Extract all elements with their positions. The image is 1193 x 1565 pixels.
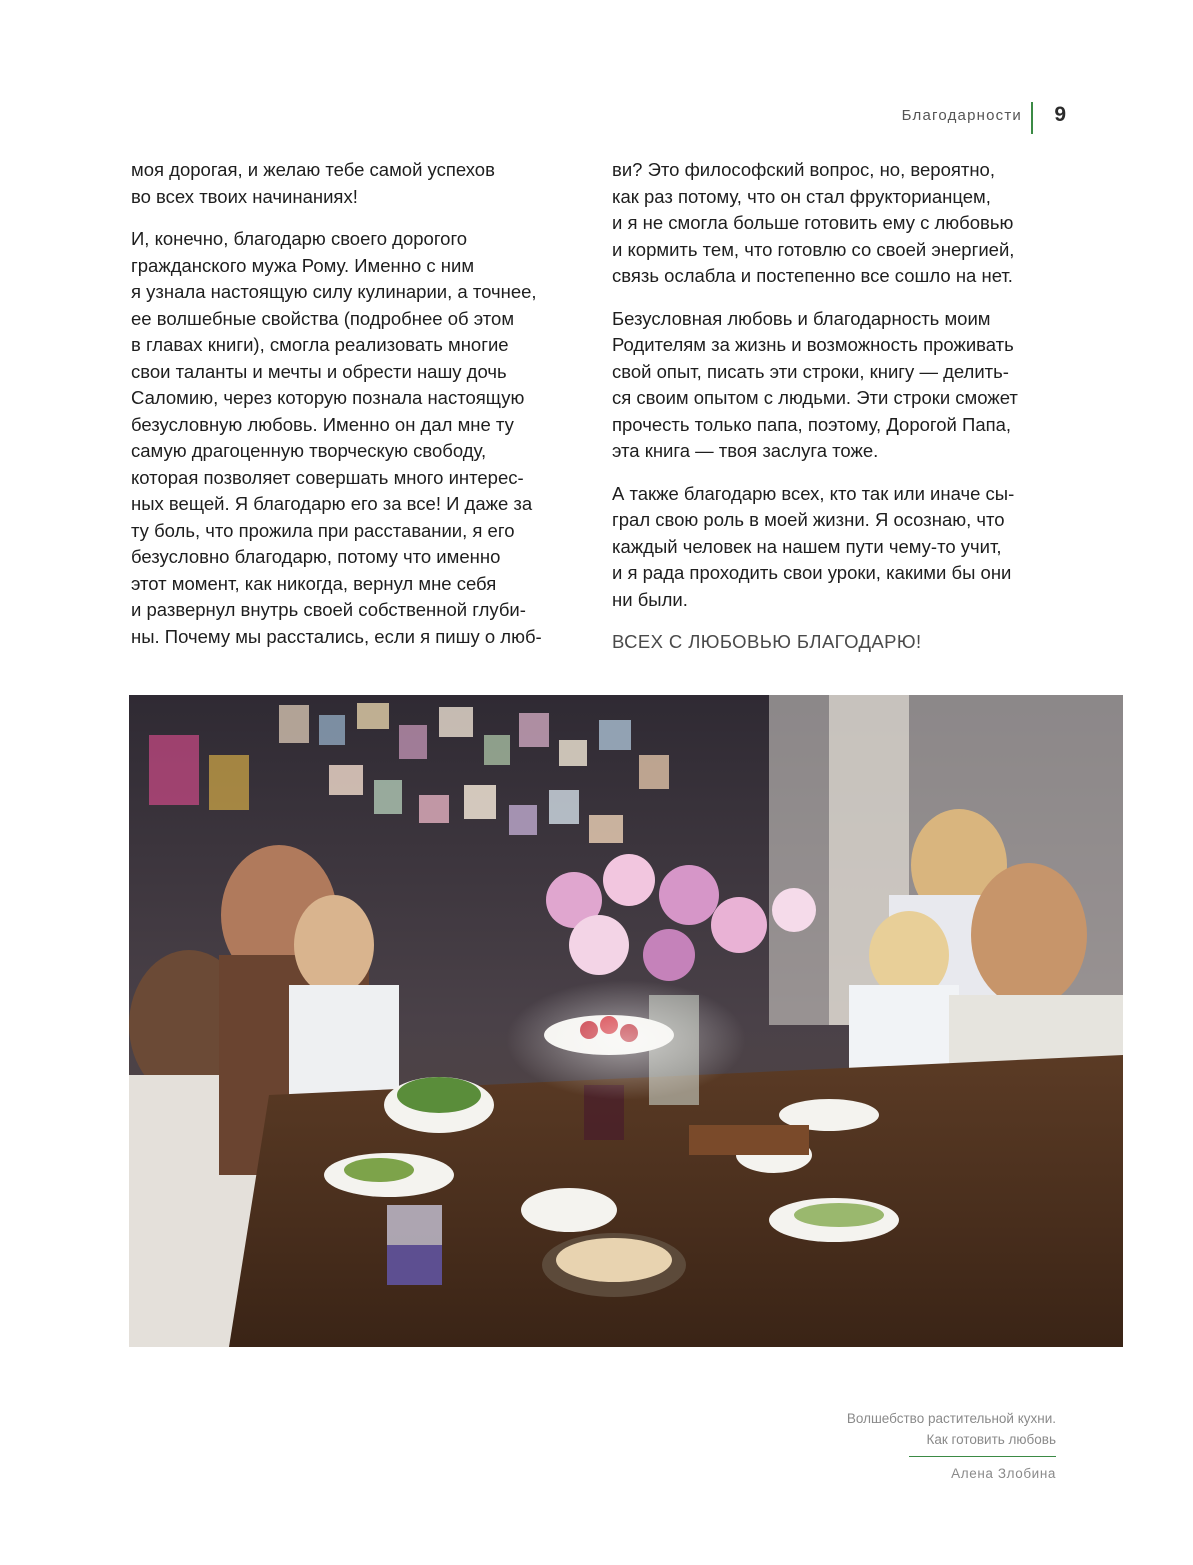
paragraph: ви? Это философский вопрос, но, вероятно, как раз потому, что он стал фрукторианцем, и я не смогла больше готовить ему с любовью и кормить тем, что готовлю со своей энергией, связь ослабла и постепенно все сошло на нет. — [612, 159, 1015, 286]
closing-line: ВСЕХ С ЛЮБОВЬЮ БЛАГОДАРЮ! — [612, 631, 922, 652]
paragraph: Безусловная любовь и благодарность моим Родителям за жизнь и возможность проживать свой опыт, писать эти строки, книгу — делить- ся своим опытом с людьми. Эти строки сможет прочесть только папа, поэтому, Дорогой Папа, эта книга — твоя заслуга тоже. — [612, 307, 1018, 461]
author-name: Алена Злобина — [951, 1466, 1056, 1481]
header-divider — [1031, 102, 1033, 134]
running-header — [880, 102, 1066, 130]
right-text-column — [612, 157, 1062, 672]
family-dinner-photo — [129, 695, 1123, 1347]
left-text-column — [131, 157, 581, 666]
photo-illustration — [129, 695, 1123, 1347]
paragraph: А также благодарю всех, кто так или иначе сы- грал свою роль в моей жизни. Я осознаю, что каждый человек на нашем пути чему-то учит, и я рада проходить свои уроки, какими бы они ни были. — [612, 482, 1015, 610]
book-title: Волшебство растительной кухни. Как готовить любовь — [846, 1411, 1056, 1447]
page-number: 9 — [1054, 103, 1066, 126]
section-title: Благодарности — [901, 107, 1022, 124]
paragraph: моя дорогая, и желаю тебе самой успехов во всех твоих начинаниях! — [131, 159, 495, 207]
paragraph: И, конечно, благодарю своего дорогого гражданского мужа Рому. Именно с ним я узнала настоящую силу кулинарии, а точнее, ее волшебные свойства (подробнее об этом в главах книги), смогла реализовать многие свои таланты и мечты и обрести нашу дочь Саломию, через которую познала настоящую безусловную любовь. Именно он дал мне ту самую драгоценную творческую свободу, которая позволяет совершать много интерес- ных вещей. Я благодарю его за все! И даже за ту боль, что прожила при расставании, я его безусловно благодарю, потому что именно этот момент, как никогда, вернул мне себя и развернул внутрь своей собственной глуби- ны. Почему мы расстались, если я пишу о люб- — [131, 228, 542, 647]
footer-rule — [909, 1456, 1056, 1457]
page-footer — [736, 1408, 1056, 1484]
